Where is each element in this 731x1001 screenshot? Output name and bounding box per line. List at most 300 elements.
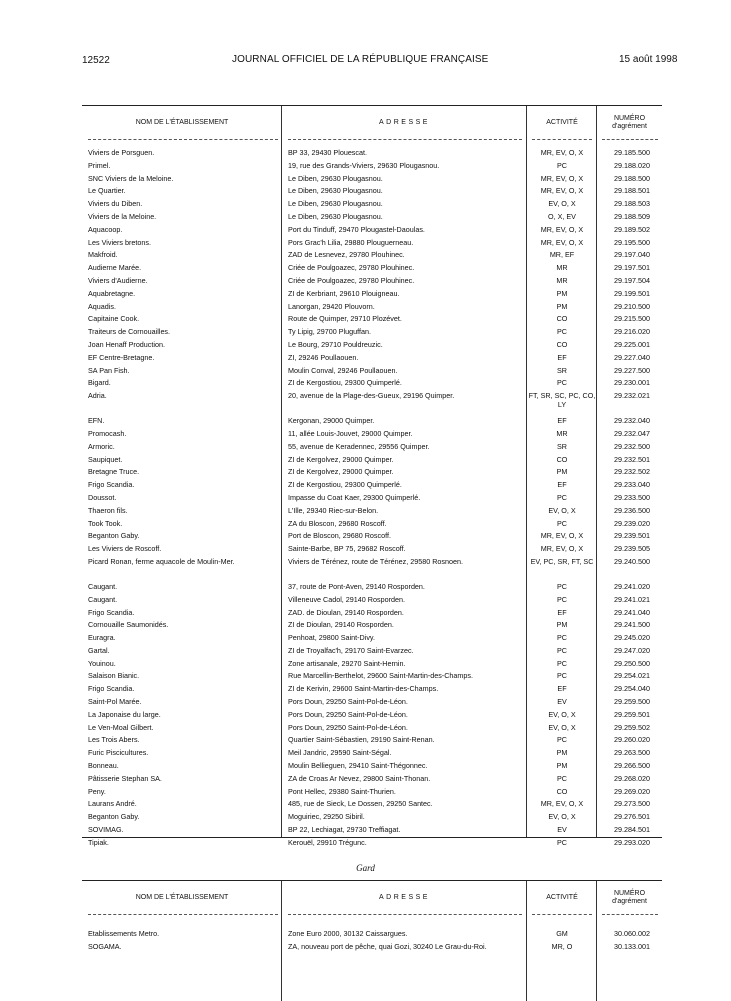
table-row bbox=[82, 288, 662, 301]
approval-number: 29.232.021 bbox=[614, 391, 650, 401]
approval-number: 29.276.501 bbox=[614, 812, 650, 822]
establishment-name: Frigo Scandia. bbox=[88, 607, 135, 617]
approval-number: 29.197.504 bbox=[614, 275, 650, 285]
establishment-address: Impasse du Coat Kaer, 29300 Quimperlé. bbox=[288, 492, 421, 502]
approval-number: 29.210.500 bbox=[614, 301, 650, 311]
col-header-number-line2: d'agrément bbox=[612, 897, 647, 905]
approval-number: 29.259.500 bbox=[614, 697, 650, 707]
table-row bbox=[82, 837, 662, 850]
header-divider bbox=[532, 914, 592, 915]
establishment-activity: MR, EV, O, X bbox=[540, 148, 584, 157]
approval-number: 29.197.040 bbox=[614, 250, 650, 260]
establishment-address: ZI de Kergolvez, 29000 Quimper. bbox=[288, 454, 394, 464]
establishment-name: Caugant. bbox=[88, 581, 118, 591]
table-row bbox=[82, 301, 662, 314]
establishment-name: SOGAMA. bbox=[88, 941, 122, 951]
approval-number: 29.233.040 bbox=[614, 480, 650, 490]
approval-number: 29.232.501 bbox=[614, 454, 650, 464]
establishment-address: ZI de Troyalfac'h, 29170 Saint-Evarzec. bbox=[288, 645, 414, 655]
establishment-address: Port de Bloscon, 29680 Roscoff. bbox=[288, 531, 391, 541]
establishment-activity: PM bbox=[556, 620, 568, 630]
establishment-address: ZI de Dioulan, 29140 Rosporden. bbox=[288, 620, 394, 630]
establishment-activity: GM bbox=[556, 929, 568, 938]
establishment-name: SA Pan Fish. bbox=[88, 365, 130, 375]
establishment-activity: MR bbox=[556, 275, 568, 285]
establishment-name: Bretagne Truce. bbox=[88, 467, 140, 477]
establishment-activity: CO bbox=[556, 454, 568, 464]
approval-number: 29.260.020 bbox=[614, 735, 650, 745]
establishment-name: Le Quartier. bbox=[88, 186, 126, 196]
establishment-activity: SR bbox=[557, 441, 567, 451]
establishment-activity: EF bbox=[557, 684, 567, 694]
journal-title: JOURNAL OFFICIEL DE LA RÉPUBLIQUE FRANÇAISE bbox=[232, 54, 489, 65]
establishment-activity: PC bbox=[557, 518, 567, 528]
table-row bbox=[82, 709, 662, 722]
establishment-name: Youinou. bbox=[88, 658, 116, 668]
table-row bbox=[82, 313, 662, 326]
establishment-address: 485, rue de Sieck, Le Dossen, 29250 Santec. bbox=[288, 799, 433, 809]
table-row bbox=[82, 339, 662, 352]
approval-number: 29.188.020 bbox=[614, 160, 650, 170]
table-row bbox=[82, 594, 662, 607]
approval-number: 29.232.047 bbox=[614, 428, 650, 438]
establishment-address: Zone Euro 2000, 30132 Caissargues. bbox=[288, 929, 408, 938]
establishment-activity: CO bbox=[556, 786, 568, 796]
establishment-address: Criée de Poulgoazec, 29780 Plouhinec. bbox=[288, 275, 415, 285]
col-header-number bbox=[597, 106, 662, 139]
establishment-activity: PC bbox=[557, 773, 567, 783]
establishment-name: Promocash. bbox=[88, 428, 127, 438]
establishment-name: Beganton Gaby. bbox=[88, 531, 140, 541]
establishment-address: Pors Doun, 29250 Saint-Pol-de-Léon. bbox=[288, 709, 408, 719]
approval-number: 29.254.021 bbox=[614, 671, 650, 681]
table-row bbox=[82, 249, 662, 262]
approval-number: 29.241.500 bbox=[614, 620, 650, 630]
establishment-activity: PM bbox=[556, 288, 568, 298]
establishment-address: 19, rue des Grands-Viviers, 29630 Plougasnou. bbox=[288, 160, 440, 170]
approval-number: 29.273.500 bbox=[614, 799, 650, 809]
table-row bbox=[82, 798, 662, 811]
table-row bbox=[82, 454, 662, 467]
establishment-name: Armoric. bbox=[88, 441, 115, 451]
table-body bbox=[82, 147, 662, 850]
establishment-activity: EV, O, X bbox=[548, 722, 576, 732]
approval-number: 29.259.501 bbox=[614, 709, 650, 719]
approval-number: 29.239.020 bbox=[614, 518, 650, 528]
table-row bbox=[82, 198, 662, 211]
approval-number: 29.232.500 bbox=[614, 441, 650, 451]
establishment-address: Pors Doun, 29250 Saint-Pol-de-Léon. bbox=[288, 722, 408, 732]
table-header bbox=[82, 881, 662, 914]
table-row bbox=[82, 824, 662, 837]
approval-number: 29.254.040 bbox=[614, 684, 650, 694]
table-row bbox=[82, 619, 662, 632]
approval-number: 29.240.500 bbox=[614, 556, 650, 566]
establishment-name: Joan Henaff Production. bbox=[88, 339, 165, 349]
establishment-address: Sainte-Barbe, BP 75, 29682 Roscoff. bbox=[288, 544, 406, 554]
table-row bbox=[82, 466, 662, 479]
approval-number: 29.250.500 bbox=[614, 658, 650, 668]
establishment-activity: CO bbox=[556, 339, 568, 349]
establishment-activity: MR, EV, O, X bbox=[540, 224, 584, 234]
establishment-name: Viviers de Porsguen. bbox=[88, 148, 155, 157]
establishment-activity: PM bbox=[556, 467, 568, 477]
approval-number: 29.185.500 bbox=[614, 148, 650, 157]
establishment-activity: MR, EF bbox=[549, 250, 575, 260]
approval-number: 29.227.040 bbox=[614, 352, 650, 362]
col-header-number-line2: d'agrément bbox=[612, 122, 647, 130]
establishment-name: Tipiak. bbox=[88, 837, 109, 847]
table-row bbox=[82, 811, 662, 824]
establishment-name: Les Viviers de Roscoff. bbox=[88, 544, 162, 554]
establishment-address: ZI de Kergolvez, 29000 Quimper. bbox=[288, 467, 394, 477]
approval-number: 29.241.040 bbox=[614, 607, 650, 617]
header-divider bbox=[88, 914, 278, 915]
col-header-name: NOM DE L'ÉTABLISSEMENT bbox=[135, 893, 229, 901]
approval-number: 29.232.502 bbox=[614, 467, 650, 477]
establishment-activity: CO bbox=[556, 314, 568, 324]
table-row bbox=[82, 160, 662, 173]
table-row bbox=[82, 262, 662, 275]
establishment-name: Viviers de la Meloine. bbox=[88, 211, 157, 221]
table-row bbox=[82, 632, 662, 645]
approval-number: 29.199.501 bbox=[614, 288, 650, 298]
establishment-address: Pont Hellec, 29380 Saint-Thurien. bbox=[288, 786, 396, 796]
establishment-name: SNC Viviers de la Meloine. bbox=[88, 173, 174, 183]
table-row bbox=[82, 645, 662, 658]
establishment-activity: PC bbox=[557, 735, 567, 745]
establishment-address: Quartier Saint-Sébastien, 29190 Saint-Renan. bbox=[288, 735, 435, 745]
approval-number: 29.230.001 bbox=[614, 378, 650, 388]
establishment-name: Salaison Bianic. bbox=[88, 671, 140, 681]
table-row bbox=[82, 722, 662, 735]
establishment-activity: MR bbox=[556, 263, 568, 273]
table-row bbox=[82, 275, 662, 288]
table-row bbox=[82, 773, 662, 786]
approval-number: 29.266.500 bbox=[614, 761, 650, 771]
establishments-table-gard bbox=[82, 880, 662, 1001]
approval-number: 29.227.500 bbox=[614, 365, 650, 375]
establishment-name: Viviers du Diben. bbox=[88, 199, 143, 209]
col-header-address: ADRESSE bbox=[379, 893, 430, 901]
establishment-address: Penhoat, 29800 Saint-Divy. bbox=[288, 633, 375, 643]
establishment-activity: PC bbox=[557, 581, 567, 591]
table-row bbox=[82, 390, 662, 415]
establishment-activity: EV, O, X bbox=[548, 505, 576, 515]
establishment-name: Aquabretagne. bbox=[88, 288, 136, 298]
establishment-name: Saint-Pol Marée. bbox=[88, 697, 142, 707]
approval-number: 29.197.501 bbox=[614, 263, 650, 273]
establishment-activity: MR bbox=[556, 428, 568, 438]
approval-number: 29.284.501 bbox=[614, 825, 650, 835]
table-row bbox=[82, 505, 662, 518]
establishment-activity: EV, O, X bbox=[548, 812, 576, 822]
establishment-name: La Japonaise du large. bbox=[88, 709, 161, 719]
establishment-name: Traiteurs de Cornouailles. bbox=[88, 327, 171, 337]
establishment-activity: MR, EV, O, X bbox=[540, 544, 584, 554]
establishment-address: ZI, 29246 Poullaouen. bbox=[288, 352, 359, 362]
establishment-address: Rue Marcellin-Berthelot, 29600 Saint-Martin-des-Champs. bbox=[288, 671, 473, 681]
approval-number: 29.215.500 bbox=[614, 314, 650, 324]
col-header-number-line1: NUMÉRO bbox=[613, 889, 646, 897]
establishment-activity: EF bbox=[557, 480, 567, 490]
col-header-number bbox=[597, 881, 662, 914]
establishment-name: SOVIMAG. bbox=[88, 825, 124, 835]
establishment-name: Cornouaille Saumonidés. bbox=[88, 620, 169, 630]
establishment-address: Kerouël, 29910 Trégunc. bbox=[288, 837, 367, 847]
establishment-activity: PM bbox=[556, 301, 568, 311]
table-row bbox=[82, 365, 662, 378]
section-title: Gard bbox=[356, 863, 375, 873]
establishment-address: Ty Lipig, 29700 Pluguffan. bbox=[288, 327, 371, 337]
table-row bbox=[82, 224, 662, 237]
approval-number: 29.188.500 bbox=[614, 173, 650, 183]
establishment-name: Pâtisserie Stephan SA. bbox=[88, 773, 162, 783]
approval-number: 29.259.502 bbox=[614, 722, 650, 732]
establishment-address: ZA de Croas Ar Nevez, 29800 Saint-Thonan. bbox=[288, 773, 431, 783]
establishment-name: Etablissements Metro. bbox=[88, 929, 160, 938]
col-header-address: ADRESSE bbox=[379, 118, 430, 126]
establishment-address: L'Ille, 29340 Riec-sur-Belon. bbox=[288, 505, 379, 515]
establishments-table bbox=[82, 105, 662, 847]
establishment-address: Viviers de Térénez, route de Térénez, 29580 Rosnoen. bbox=[288, 556, 464, 566]
col-header-activity: ACTIVITÉ bbox=[546, 118, 578, 126]
table-row bbox=[82, 786, 662, 799]
table-body bbox=[82, 928, 662, 954]
establishment-activity: MR, EV, O, X bbox=[540, 799, 584, 809]
establishment-address: Route de Quimper, 29710 Plozévet. bbox=[288, 314, 402, 324]
establishment-name: Frigo Scandia. bbox=[88, 480, 135, 490]
establishment-name: Beganton Gaby. bbox=[88, 812, 140, 822]
establishment-activity: MR, EV, O, X bbox=[540, 237, 584, 247]
table-row bbox=[82, 147, 662, 160]
approval-number: 29.247.020 bbox=[614, 645, 650, 655]
establishment-name: Thaeron fils. bbox=[88, 505, 128, 515]
approval-number: 29.189.502 bbox=[614, 224, 650, 234]
establishment-activity: PC bbox=[557, 658, 567, 668]
establishment-activity: MR, EV, O, X bbox=[540, 173, 584, 183]
establishment-address: Zone artisanale, 29270 Saint-Hernin. bbox=[288, 658, 406, 668]
establishment-name: Makfroid. bbox=[88, 250, 118, 260]
establishment-name: Laurans André. bbox=[88, 799, 137, 809]
establishment-name: Aquacoop. bbox=[88, 224, 123, 234]
table-row bbox=[82, 185, 662, 198]
establishment-activity: EV, O, X bbox=[548, 709, 576, 719]
approval-number: 29.245.020 bbox=[614, 633, 650, 643]
establishment-activity: O, X, EV bbox=[548, 211, 576, 221]
establishment-activity: PC bbox=[557, 492, 567, 502]
approval-number: 29.233.500 bbox=[614, 492, 650, 502]
establishment-name: Bigard. bbox=[88, 378, 111, 388]
establishment-address: Criée de Poulgoazec, 29780 Plouhinec. bbox=[288, 263, 415, 273]
establishment-address: ZA du Bloscon, 29680 Roscoff. bbox=[288, 518, 387, 528]
establishment-name: Audierne Marée. bbox=[88, 263, 142, 273]
establishment-activity: EV, PC, SR, FT, SC bbox=[530, 556, 594, 566]
establishment-activity: MR, EV, O, X bbox=[540, 186, 584, 196]
establishment-address: Moulin Conval, 29246 Poullaouen. bbox=[288, 365, 398, 375]
table-row bbox=[82, 683, 662, 696]
establishment-activity: PC bbox=[557, 160, 567, 170]
approval-number: 29.216.020 bbox=[614, 327, 650, 337]
establishment-address: ZAD. de Dioulan, 29140 Rosporden. bbox=[288, 607, 404, 617]
table-row bbox=[82, 415, 662, 428]
approval-number: 29.236.500 bbox=[614, 505, 650, 515]
establishment-activity: EF bbox=[557, 352, 567, 362]
establishment-activity: PC bbox=[557, 633, 567, 643]
establishment-activity: PC bbox=[557, 671, 567, 681]
establishment-name: Euragra. bbox=[88, 633, 116, 643]
establishment-name: Furic Piscicultures. bbox=[88, 748, 149, 758]
establishment-address: 37, route de Pont-Aven, 29140 Rosporden. bbox=[288, 581, 425, 591]
establishment-address: ZA, nouveau port de pêche, quai Gozi, 30240 Le Grau-du-Roi. bbox=[288, 941, 487, 951]
establishment-activity: PC bbox=[557, 837, 567, 847]
table-row bbox=[82, 747, 662, 760]
table-row bbox=[82, 543, 662, 556]
establishment-name: Peny. bbox=[88, 786, 106, 796]
table-row bbox=[82, 696, 662, 709]
establishment-address: Kergonan, 29000 Quimper. bbox=[288, 416, 375, 426]
approval-number: 29.188.509 bbox=[614, 211, 650, 221]
establishment-name: Doussot. bbox=[88, 492, 117, 502]
establishment-name: Caugant. bbox=[88, 594, 118, 604]
establishment-address: Le Bourg, 29710 Pouldreuzic. bbox=[288, 339, 383, 349]
table-row bbox=[82, 479, 662, 492]
publication-date: 15 août 1998 bbox=[619, 54, 678, 65]
col-header-activity: ACTIVITÉ bbox=[546, 893, 578, 901]
establishment-activity: EF bbox=[557, 416, 567, 426]
approval-number: 30.133.001 bbox=[614, 941, 650, 951]
table-row bbox=[82, 211, 662, 224]
table-row bbox=[82, 237, 662, 250]
table-row bbox=[82, 658, 662, 671]
header-divider bbox=[602, 139, 658, 140]
establishment-activity: PM bbox=[556, 748, 568, 758]
approval-number: 29.263.500 bbox=[614, 748, 650, 758]
table-row bbox=[82, 518, 662, 531]
establishment-address: Pors Doun, 29250 Saint-Pol-de-Léon. bbox=[288, 697, 408, 707]
header-divider bbox=[532, 139, 592, 140]
establishment-name: Capitaine Cook. bbox=[88, 314, 140, 324]
establishment-address: ZI de Kerivin, 29600 Saint-Martin-des-Champs. bbox=[288, 684, 439, 694]
establishment-activity: PC bbox=[557, 594, 567, 604]
establishment-address: Villeneuve Cadol, 29140 Rosporden. bbox=[288, 594, 405, 604]
header-divider bbox=[288, 139, 522, 140]
page-number: 12522 bbox=[82, 55, 110, 66]
approval-number: 29.225.001 bbox=[614, 339, 650, 349]
establishment-address: BP 33, 29430 Plouescat. bbox=[288, 148, 367, 157]
establishment-name: Bonneau. bbox=[88, 761, 119, 771]
establishment-name: Picard Ronan, ferme aquacole de Moulin-Mer. bbox=[88, 556, 235, 566]
approval-number: 29.188.501 bbox=[614, 186, 650, 196]
approval-number: 29.241.021 bbox=[614, 594, 650, 604]
table-row bbox=[82, 492, 662, 505]
establishment-address: ZI de Kerbriant, 29610 Plouigneau. bbox=[288, 288, 400, 298]
table-row bbox=[82, 530, 662, 543]
table-row bbox=[82, 173, 662, 186]
establishment-name: EF Centre-Bretagne. bbox=[88, 352, 155, 362]
establishment-address: Le Diben, 29630 Plougasnou. bbox=[288, 186, 383, 196]
table-row bbox=[82, 377, 662, 390]
establishment-address: BP 22, Lechiagat, 29730 Treffiagat. bbox=[288, 825, 401, 835]
establishment-address: ZAD de Lesnevez, 29780 Plouhinec. bbox=[288, 250, 405, 260]
establishment-name: Saupiquet. bbox=[88, 454, 123, 464]
table-row bbox=[82, 941, 662, 954]
establishment-name: Frigo Scandia. bbox=[88, 684, 135, 694]
establishment-name: Gartal. bbox=[88, 645, 110, 655]
establishment-address: ZI de Kergostiou, 29300 Quimperlé. bbox=[288, 378, 402, 388]
approval-number: 29.239.505 bbox=[614, 544, 650, 554]
establishment-name: Aquadis. bbox=[88, 301, 116, 311]
establishment-activity: EV, O, X bbox=[548, 199, 576, 209]
establishment-activity: SR bbox=[557, 365, 567, 375]
page-header bbox=[0, 0, 731, 80]
establishment-name: Viviers d'Audierne. bbox=[88, 275, 148, 285]
establishment-address: Moguiriec, 29250 Sibiril. bbox=[288, 812, 365, 822]
establishment-name: Le Ven-Moal Gilbert. bbox=[88, 722, 154, 732]
establishment-activity: MR, O bbox=[551, 941, 573, 951]
establishment-name: EFN. bbox=[88, 416, 105, 426]
establishment-address: Moulin Bellieguen, 29410 Saint-Thégonnec. bbox=[288, 761, 428, 771]
approval-number: 29.293.020 bbox=[614, 837, 650, 847]
table-row bbox=[82, 556, 662, 581]
establishment-address: 20, avenue de la Plage-des-Gueux, 29196 Quimper. bbox=[288, 391, 455, 401]
table-header bbox=[82, 106, 662, 139]
establishment-address: 55, avenue de Keradennec, 29556 Quimper. bbox=[288, 441, 430, 451]
header-divider bbox=[602, 914, 658, 915]
table-row bbox=[82, 734, 662, 747]
establishment-address: ZI de Kergostiou, 29300 Quimperlé. bbox=[288, 480, 402, 490]
establishment-activity: PM bbox=[556, 761, 568, 771]
approval-number: 29.232.040 bbox=[614, 416, 650, 426]
table-row bbox=[82, 760, 662, 773]
establishment-name: Took Took. bbox=[88, 518, 123, 528]
establishment-activity: MR, EV, O, X bbox=[540, 531, 584, 541]
table-row bbox=[82, 670, 662, 683]
table-row bbox=[82, 352, 662, 365]
approval-number: 29.195.500 bbox=[614, 237, 650, 247]
establishment-activity: EV bbox=[557, 697, 567, 707]
col-header-name: NOM DE L'ÉTABLISSEMENT bbox=[135, 118, 229, 126]
approval-number: 29.239.501 bbox=[614, 531, 650, 541]
approval-number: 29.268.020 bbox=[614, 773, 650, 783]
establishment-address: Pors Grac'h Lilia, 29880 Plouguerneau. bbox=[288, 237, 414, 247]
table-row bbox=[82, 326, 662, 339]
establishment-address: Lanorgan, 29420 Plouvorn. bbox=[288, 301, 375, 311]
establishment-activity: PC bbox=[557, 645, 567, 655]
approval-number: 30.060.002 bbox=[614, 929, 650, 938]
approval-number: 29.241.020 bbox=[614, 581, 650, 591]
establishment-name: Primel. bbox=[88, 160, 111, 170]
table-row bbox=[82, 928, 662, 941]
establishment-activity: FT, SR, SC, PC, CO, LY bbox=[528, 391, 596, 410]
table-row bbox=[82, 607, 662, 620]
establishment-address: Le Diben, 29630 Plougasnou. bbox=[288, 173, 383, 183]
establishment-activity: PC bbox=[557, 327, 567, 337]
header-divider bbox=[88, 139, 278, 140]
table-row bbox=[82, 581, 662, 594]
establishment-activity: EF bbox=[557, 607, 567, 617]
header-divider bbox=[288, 914, 522, 915]
establishment-activity: EV bbox=[557, 825, 567, 835]
table-row bbox=[82, 428, 662, 441]
approval-number: 29.269.020 bbox=[614, 786, 650, 796]
col-header-number-line1: NUMÉRO bbox=[613, 114, 646, 122]
establishment-address: Port du Tinduff, 29470 Plougastel-Daoulas. bbox=[288, 224, 425, 234]
establishment-name: Les Trois Abers. bbox=[88, 735, 140, 745]
establishment-address: 11, allée Louis-Jouvet, 29000 Quimper. bbox=[288, 428, 413, 438]
table-row bbox=[82, 441, 662, 454]
establishment-address: Le Diben, 29630 Plougasnou. bbox=[288, 211, 383, 221]
